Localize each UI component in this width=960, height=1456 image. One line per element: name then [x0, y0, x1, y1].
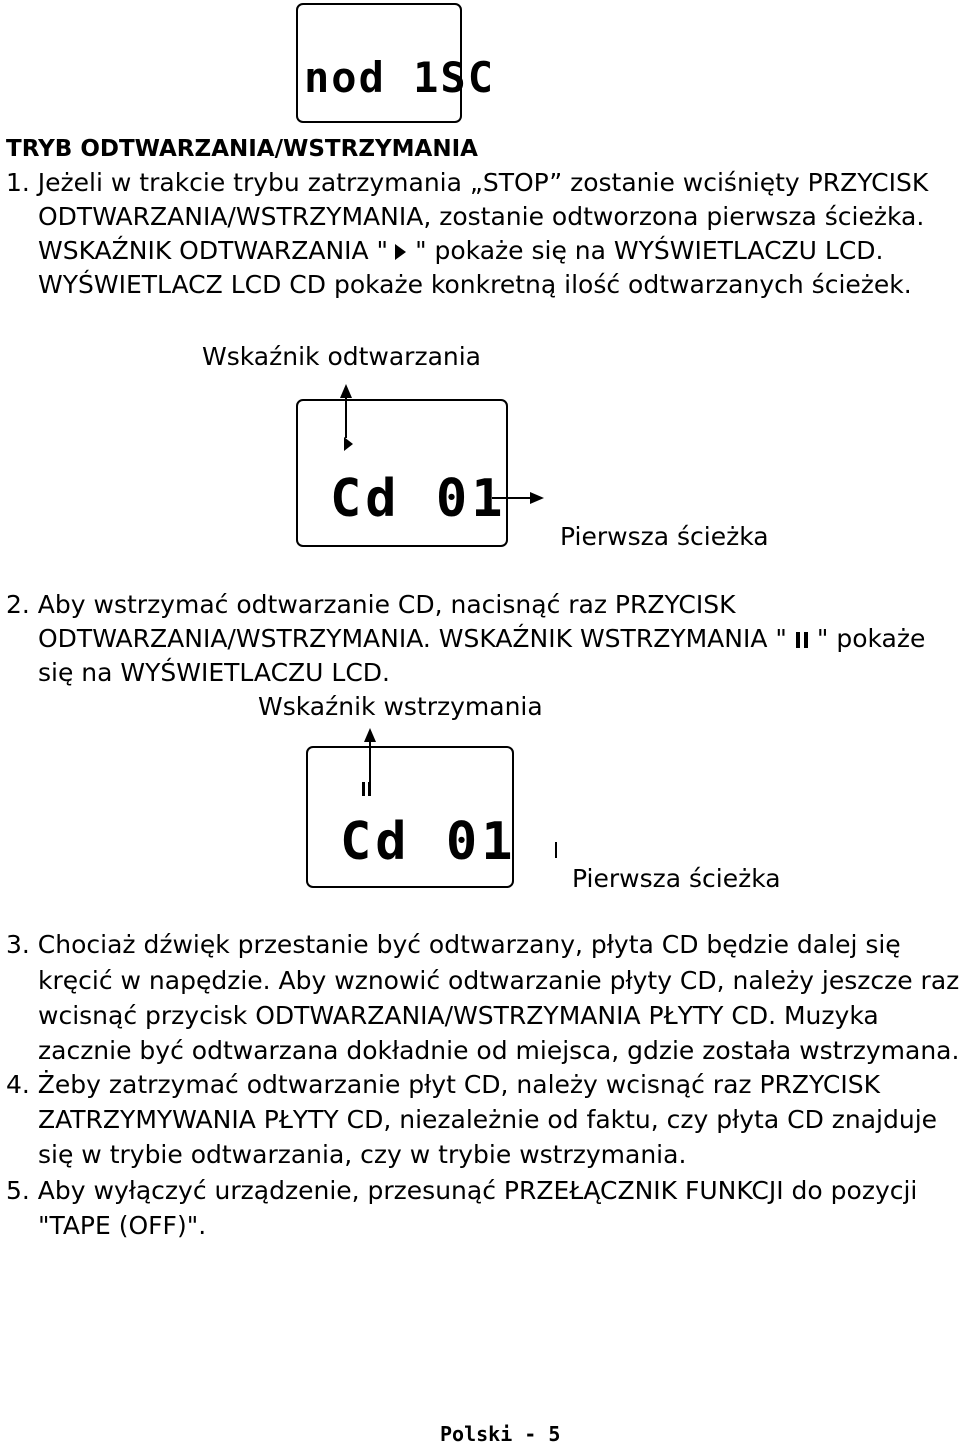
track-tick-pause: [0, 0, 1, 1]
item3-line2: kręcić w napędzie. Aby wznowić odtwarzanie płyty CD, należy jeszcze raz: [38, 966, 960, 995]
item2-line3: się na WYŚWIETLACZU LCD.: [38, 658, 391, 687]
play-indicator-icon: [395, 244, 406, 260]
item4-line2: ZATRZYMYWANIA PŁYTY CD, niezależnie od faktu, czy płyta CD znajduje: [38, 1105, 938, 1134]
pause-indicator-label: Wskaźnik wstrzymania: [258, 692, 543, 721]
item1-line3: [38, 234, 883, 268]
page-footer: Polski - 5: [440, 1422, 561, 1446]
lcd-mode-text: nod 1SC: [304, 53, 496, 102]
item2-line2: [38, 622, 925, 656]
pause-indicator-icon: [796, 632, 808, 648]
item2-line2-b: " pokaże: [816, 624, 926, 653]
lcd-pause-icon: [362, 782, 371, 796]
section-title: TRYB ODTWARZANIA/WSTRZYMANIA: [6, 136, 478, 162]
item4-line1: 4. Żeby zatrzymać odtwarzanie płyt CD, należy wcisnąć raz PRZYCISK: [6, 1070, 881, 1099]
item5-line1: 5. Aby wyłączyć urządzenie, przesunąć PRZEŁĄCZNIK FUNKCJI do pozycji: [6, 1176, 918, 1205]
play-indicator-label: Wskaźnik odtwarzania: [202, 342, 482, 371]
lcd-pause-display: [306, 746, 517, 888]
item5-line2: "TAPE (OFF)".: [38, 1211, 207, 1240]
play-track-label: Pierwsza ścieżka: [560, 522, 769, 551]
item3-line3: wcisnąć przycisk ODTWARZANIA/WSTRZYMANIA PŁYTY CD. Muzyka: [38, 1001, 879, 1030]
lcd-play-text: Cd 01: [330, 469, 507, 529]
lcd-play-display: [296, 399, 508, 547]
item1-line1: 1. Jeżeli w trakcie trybu zatrzymania „STOP” zostanie wciśnięty PRZYCISK: [6, 168, 929, 197]
lcd-mode-display: [296, 3, 496, 123]
item3-line4: zacznie być odtwarzana dokładnie od miejsca, gdzie została wstrzymana.: [38, 1036, 960, 1065]
item3-line1: 3. Chociaż dźwięk przestanie być odtwarzany, płyta CD będzie dalej się: [6, 930, 901, 959]
item2-line2-a: ODTWARZANIA/WSTRZYMANIA. WSKAŹNIK WSTRZYMANIA ": [38, 624, 787, 653]
lcd-play-icon: [344, 437, 353, 451]
item1-line3-a: WSKAŹNIK ODTWARZANIA ": [38, 236, 389, 265]
item1-line4: WYŚWIETLACZ LCD CD pokaże konkretną ilość odtwarzanych ścieżek.: [38, 270, 912, 299]
lcd-pause-text: Cd 01: [340, 812, 517, 872]
pause-track-label: Pierwsza ścieżka: [572, 864, 781, 893]
item4-line3: się w trybie odtwarzania, czy w trybie wstrzymania.: [38, 1140, 687, 1169]
item2-line1: 2. Aby wstrzymać odtwarzanie CD, nacisnąć raz PRZYCISK: [6, 590, 736, 619]
item1-line2: ODTWARZANIA/WSTRZYMANIA, zostanie odtworzona pierwsza ścieżka.: [38, 202, 925, 231]
item1-line3-b: " pokaże się na WYŚWIETLACZU LCD.: [415, 236, 884, 265]
